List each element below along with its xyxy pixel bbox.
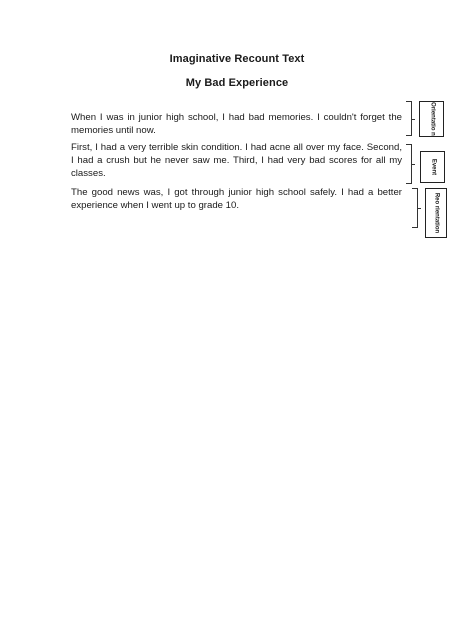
annotation-label-event: Event <box>430 158 436 176</box>
annotation-label-reorientation: Reo rientation <box>433 192 440 234</box>
annotation-label-orientation: Orientatio n <box>429 102 435 136</box>
bracket-reorientation <box>412 188 418 228</box>
paragraph-event: First, I had a very terrible skin condition. I had acne all over my face. Second, I had a crush but he never saw me. Third, I had very bad scores for all my classes. <box>71 142 402 179</box>
document-title: Imaginative Recount Text <box>169 53 305 65</box>
document-subtitle: My Bad Experience <box>185 77 289 89</box>
paragraph-orientation: When I was in junior high school, I had bad memories. I couldn't forget the memories until now. <box>71 112 402 136</box>
bracket-orientation <box>406 101 412 136</box>
annotation-box-reorientation <box>425 188 447 238</box>
paragraph-reorientation: The good news was, I got through junior high school safely. I had a better experience when I went up to grade 10. <box>71 187 402 211</box>
annotation-box-event <box>420 151 445 183</box>
annotation-box-orientation <box>419 101 444 137</box>
bracket-event <box>406 144 412 184</box>
